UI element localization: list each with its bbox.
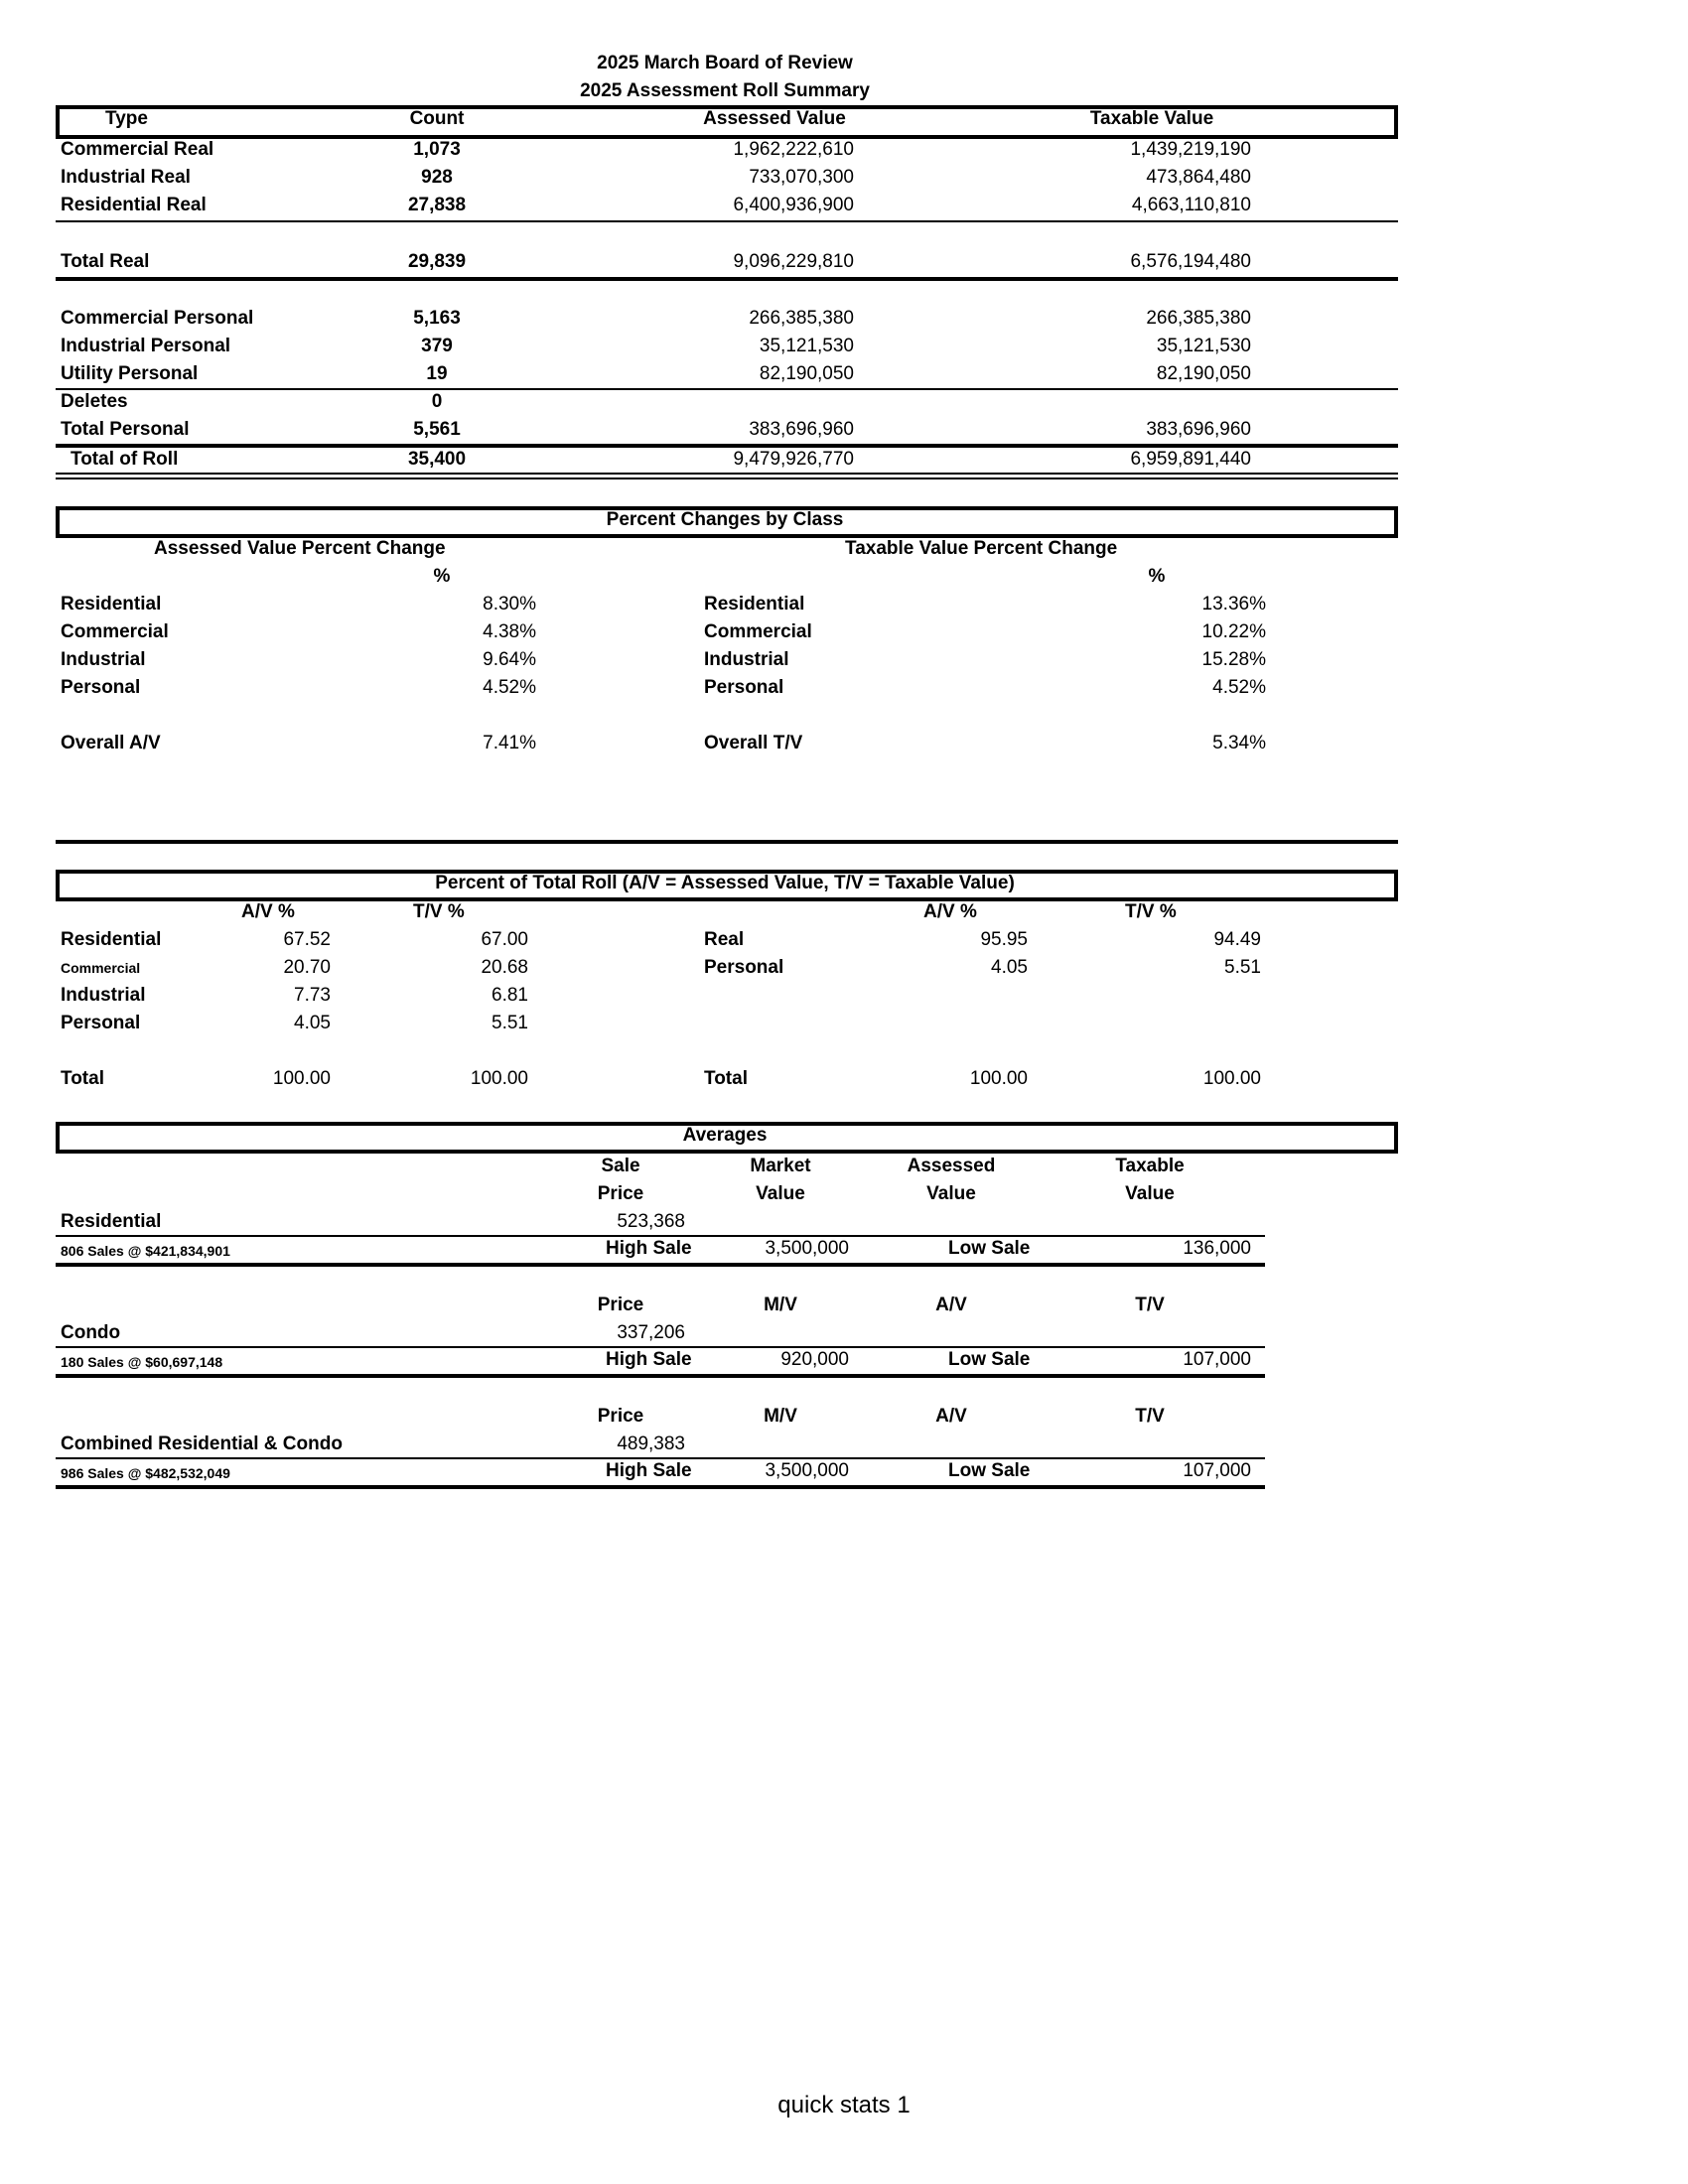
tv-change-value: 13.36% bbox=[1201, 594, 1266, 614]
right-tv-head: T/V % bbox=[1125, 901, 1177, 922]
roll-row-count: 5,561 bbox=[413, 419, 461, 440]
pct-total-tv: 5.51 bbox=[492, 1013, 528, 1033]
divider bbox=[56, 1263, 1265, 1267]
avg-sub-tv: T/V bbox=[1135, 1295, 1165, 1315]
avg-group-sales: 806 Sales @ $421,834,901 bbox=[61, 1243, 230, 1259]
roll-row-assessed: 266,385,380 bbox=[749, 308, 854, 329]
pct-changes-title: Percent Changes by Class bbox=[606, 509, 844, 530]
av-change-value: 4.38% bbox=[483, 621, 536, 642]
pct-total-right-tv: 94.49 bbox=[1213, 929, 1261, 950]
avg-low-label: Low Sale bbox=[948, 1349, 1031, 1370]
avg-high-label: High Sale bbox=[606, 1460, 692, 1481]
pct-total-tv: 6.81 bbox=[492, 985, 528, 1006]
pct-total-right-total-av: 100.00 bbox=[969, 1068, 1028, 1089]
roll-row-type: Total of Roll bbox=[70, 449, 179, 470]
roll-row-count: 5,163 bbox=[413, 308, 461, 329]
avg-low-value: 107,000 bbox=[1183, 1349, 1251, 1370]
overall-av-value: 7.41% bbox=[483, 733, 536, 753]
roll-row-taxable: 1,439,219,190 bbox=[1130, 139, 1251, 160]
avg-sub-tv: T/V bbox=[1135, 1406, 1165, 1427]
avg-head-taxable: Taxable bbox=[1115, 1156, 1185, 1176]
pct-total-right-av: 4.05 bbox=[991, 957, 1028, 978]
roll-row-assessed: 6,400,936,900 bbox=[733, 195, 854, 215]
divider bbox=[56, 388, 1398, 390]
roll-row-type: Total Real bbox=[61, 251, 150, 272]
roll-row-taxable: 6,959,891,440 bbox=[1130, 449, 1251, 470]
report-subtitle: 2025 Assessment Roll Summary bbox=[580, 80, 870, 101]
pct-total-label: Personal bbox=[61, 1013, 141, 1033]
divider bbox=[56, 1374, 1265, 1378]
avg-group-label: Condo bbox=[61, 1322, 121, 1343]
avg-group-sales: 180 Sales @ $60,697,148 bbox=[61, 1354, 223, 1370]
avg-sub-av: A/V bbox=[935, 1406, 967, 1427]
right-av-head: A/V % bbox=[923, 901, 977, 922]
roll-row-taxable: 6,576,194,480 bbox=[1130, 251, 1251, 272]
pct-total-av: 7.73 bbox=[294, 985, 331, 1006]
roll-row-taxable: 473,864,480 bbox=[1146, 167, 1251, 188]
avg-low-label: Low Sale bbox=[948, 1238, 1031, 1259]
page-footer: quick stats 1 bbox=[777, 2092, 911, 2118]
roll-row-count: 0 bbox=[431, 391, 443, 412]
roll-row-assessed: 9,479,926,770 bbox=[733, 449, 854, 470]
avg-sub-price: Price bbox=[597, 1406, 644, 1427]
tv-change-label: Residential bbox=[704, 594, 805, 614]
pct-total-total-tv: 100.00 bbox=[470, 1068, 528, 1089]
overall-av-label: Overall A/V bbox=[61, 733, 161, 753]
left-tv-head: T/V % bbox=[413, 901, 465, 922]
tv-change-label: Industrial bbox=[704, 649, 789, 670]
av-change-value: 8.30% bbox=[483, 594, 536, 614]
roll-row-type: Utility Personal bbox=[61, 363, 199, 384]
roll-row-count: 29,839 bbox=[407, 251, 467, 272]
pct-total-av: 4.05 bbox=[294, 1013, 331, 1033]
roll-row-type: Commercial Real bbox=[61, 139, 214, 160]
avg-head-market-value: Value bbox=[756, 1183, 805, 1204]
av-change-label: Industrial bbox=[61, 649, 146, 670]
tv-change-value: 4.52% bbox=[1212, 677, 1266, 698]
av-change-label: Commercial bbox=[61, 621, 169, 642]
pct-total-total-av: 100.00 bbox=[272, 1068, 331, 1089]
roll-row-taxable: 35,121,530 bbox=[1156, 336, 1251, 356]
av-pct-symbol: % bbox=[433, 566, 451, 587]
pct-total-right-av: 95.95 bbox=[980, 929, 1028, 950]
avg-group-label: Combined Residential & Condo bbox=[61, 1433, 343, 1454]
avg-head-price: Price bbox=[597, 1183, 644, 1204]
avg-sub-mv: M/V bbox=[764, 1295, 797, 1315]
divider bbox=[56, 478, 1398, 479]
av-change-value: 9.64% bbox=[483, 649, 536, 670]
roll-row-count: 27,838 bbox=[407, 195, 467, 215]
avg-head-sale: Sale bbox=[601, 1156, 640, 1176]
roll-col-type: Type bbox=[105, 108, 148, 129]
divider bbox=[56, 220, 1398, 222]
pct-total-right-label: Real bbox=[704, 929, 745, 950]
avg-sub-mv: M/V bbox=[764, 1406, 797, 1427]
avg-group-price: 489,383 bbox=[617, 1433, 685, 1454]
avg-high-value: 3,500,000 bbox=[765, 1460, 849, 1481]
avg-sub-price: Price bbox=[597, 1295, 644, 1315]
avg-group-label: Residential bbox=[61, 1211, 162, 1232]
pct-total-right-total-label: Total bbox=[704, 1068, 748, 1089]
pct-total-tv: 67.00 bbox=[481, 929, 528, 950]
roll-row-taxable: 82,190,050 bbox=[1156, 363, 1251, 384]
roll-row-count: 35,400 bbox=[407, 449, 467, 470]
roll-row-taxable: 4,663,110,810 bbox=[1131, 195, 1251, 215]
avg-group-price: 337,206 bbox=[617, 1322, 685, 1343]
roll-row-assessed: 9,096,229,810 bbox=[733, 251, 854, 272]
roll-row-type: Total Personal bbox=[61, 419, 190, 440]
overall-tv-value: 5.34% bbox=[1212, 733, 1266, 753]
av-change-header: Assessed Value Percent Change bbox=[154, 538, 446, 559]
roll-row-count: 928 bbox=[421, 167, 453, 188]
pct-total-total-label: Total bbox=[61, 1068, 104, 1089]
divider bbox=[56, 1485, 1265, 1489]
roll-row-type: Commercial Personal bbox=[61, 308, 254, 329]
avg-head-taxable-value: Value bbox=[1125, 1183, 1175, 1204]
tv-change-header: Taxable Value Percent Change bbox=[845, 538, 1118, 559]
avg-high-value: 920,000 bbox=[780, 1349, 849, 1370]
roll-row-assessed: 82,190,050 bbox=[759, 363, 854, 384]
roll-row-type: Residential Real bbox=[61, 195, 207, 215]
avg-low-value: 136,000 bbox=[1183, 1238, 1251, 1259]
roll-col-count: Count bbox=[409, 108, 465, 129]
pct-total-title: Percent of Total Roll (A/V = Assessed Value, T/V = Taxable Value) bbox=[435, 873, 1015, 893]
pct-total-label: Commercial bbox=[61, 960, 141, 976]
avg-low-value: 107,000 bbox=[1183, 1460, 1251, 1481]
roll-row-taxable: 383,696,960 bbox=[1146, 419, 1251, 440]
roll-col-assessed: Assessed Value bbox=[703, 108, 846, 129]
pct-total-label: Residential bbox=[61, 929, 162, 950]
tv-pct-symbol: % bbox=[1148, 566, 1166, 587]
report-title: 2025 March Board of Review bbox=[597, 53, 853, 73]
tv-change-label: Personal bbox=[704, 677, 784, 698]
avg-head-assessed-value: Value bbox=[926, 1183, 976, 1204]
roll-row-assessed: 1,962,222,610 bbox=[733, 139, 854, 160]
avg-high-label: High Sale bbox=[606, 1238, 692, 1259]
divider bbox=[56, 277, 1398, 281]
pct-total-right-label: Personal bbox=[704, 957, 784, 978]
avg-sub-av: A/V bbox=[935, 1295, 967, 1315]
divider bbox=[56, 473, 1398, 475]
pct-total-right-total-tv: 100.00 bbox=[1202, 1068, 1261, 1089]
roll-row-count: 379 bbox=[421, 336, 453, 356]
roll-row-type: Industrial Personal bbox=[61, 336, 231, 356]
roll-row-count: 1,073 bbox=[413, 139, 461, 160]
avg-low-label: Low Sale bbox=[948, 1460, 1031, 1481]
roll-row-count: 19 bbox=[426, 363, 448, 384]
av-change-label: Residential bbox=[61, 594, 162, 614]
roll-row-assessed: 35,121,530 bbox=[759, 336, 854, 356]
averages-title: Averages bbox=[682, 1125, 768, 1146]
avg-head-assessed: Assessed bbox=[907, 1156, 996, 1176]
pct-total-right-tv: 5.51 bbox=[1224, 957, 1261, 978]
av-change-label: Personal bbox=[61, 677, 141, 698]
roll-row-type: Industrial Real bbox=[61, 167, 191, 188]
left-av-head: A/V % bbox=[241, 901, 295, 922]
tv-change-value: 10.22% bbox=[1201, 621, 1266, 642]
section-divider bbox=[56, 840, 1398, 844]
pct-total-label: Industrial bbox=[61, 985, 146, 1006]
overall-tv-label: Overall T/V bbox=[704, 733, 803, 753]
avg-group-price: 523,368 bbox=[617, 1211, 685, 1232]
avg-head-market: Market bbox=[750, 1156, 811, 1176]
avg-high-label: High Sale bbox=[606, 1349, 692, 1370]
roll-row-type: Deletes bbox=[61, 391, 128, 412]
roll-row-assessed: 733,070,300 bbox=[749, 167, 854, 188]
tv-change-value: 15.28% bbox=[1201, 649, 1266, 670]
roll-row-assessed: 383,696,960 bbox=[749, 419, 854, 440]
pct-total-av: 67.52 bbox=[283, 929, 331, 950]
avg-high-value: 3,500,000 bbox=[765, 1238, 849, 1259]
pct-total-tv: 20.68 bbox=[481, 957, 528, 978]
roll-row-taxable: 266,385,380 bbox=[1146, 308, 1251, 329]
tv-change-label: Commercial bbox=[704, 621, 812, 642]
pct-total-av: 20.70 bbox=[283, 957, 331, 978]
avg-group-sales: 986 Sales @ $482,532,049 bbox=[61, 1465, 230, 1481]
av-change-value: 4.52% bbox=[483, 677, 536, 698]
roll-col-taxable: Taxable Value bbox=[1089, 108, 1214, 129]
